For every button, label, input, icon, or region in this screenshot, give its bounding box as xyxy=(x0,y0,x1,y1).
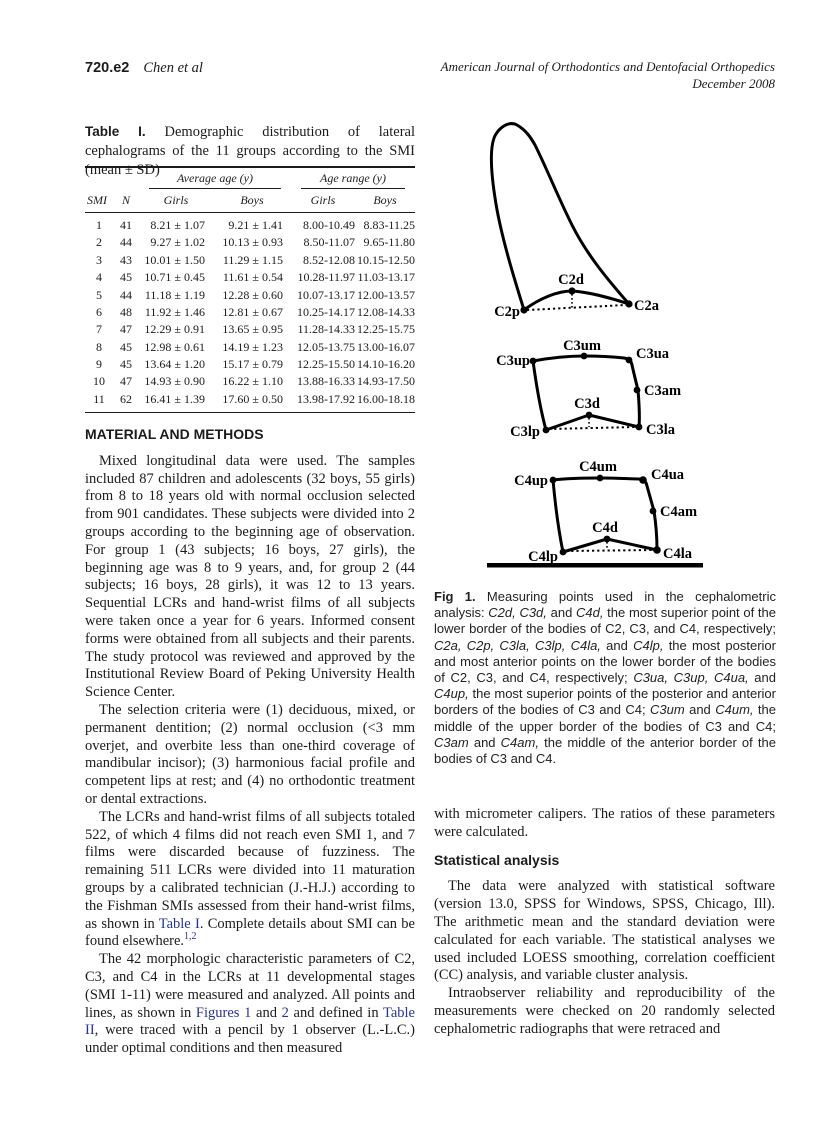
table-cell: 14.10-16.20 xyxy=(357,357,415,371)
table-cell: 44 xyxy=(120,287,132,302)
table-cell: 1 xyxy=(96,218,102,232)
table-row xyxy=(85,373,415,390)
table-row xyxy=(85,338,415,355)
table-cell: 17.60 ± 0.50 xyxy=(222,391,283,406)
c2-lower-border xyxy=(524,291,629,310)
table-cell: 8.83-11.25 xyxy=(363,218,415,232)
citation-link[interactable]: 1,2 xyxy=(184,931,197,943)
paragraph xyxy=(85,702,415,809)
figure-point-label: C4um xyxy=(579,459,617,475)
figure1-caption xyxy=(434,589,776,767)
running-header-left xyxy=(85,60,203,77)
text-segment: with micrometer calipers. The ratios of these parameters were calculated. xyxy=(434,806,775,840)
group-header-average-age: Average age (y) xyxy=(139,167,291,190)
figure-point-label: C4d xyxy=(592,520,618,536)
table-cell: 12.00-13.57 xyxy=(357,287,415,302)
cross-reference-link[interactable]: Table II xyxy=(85,1004,415,1039)
table-row xyxy=(85,234,415,251)
paragraph xyxy=(434,878,775,985)
table-cell: 11.92 ± 1.46 xyxy=(144,304,205,319)
figure-point-label: C3d xyxy=(574,396,600,412)
text-segment: Measuring points used in the cephalometric analysis: xyxy=(434,589,776,621)
page-number: 720.e2 xyxy=(85,60,130,76)
table1-column-header-row xyxy=(85,190,415,213)
figure-point-label: C4ua xyxy=(651,467,685,483)
table-cell: 8.21 ± 1.07 xyxy=(150,218,205,232)
table-row xyxy=(85,391,415,413)
text-segment: The LCRs and hand-wrist films of all subjects totaled 522, of which 4 films did not reach even SMI 1, and 7 films were discarded because of fuzziness. The remaining 511 LCRs were divided into 11 maturation groups by a calibrated technician (J.-H.J.) according to the Fishman SMIs assessed from their hand-wrist films, as shown in xyxy=(85,808,415,932)
text-segment: and xyxy=(684,702,716,718)
table-cell: 45 xyxy=(120,270,132,285)
table-cell: 45 xyxy=(120,339,132,354)
c4-dotted-baseline xyxy=(566,550,654,551)
cross-reference-link[interactable]: Figures 1 xyxy=(195,1004,252,1021)
table-cell: 12.25-15.75 xyxy=(357,322,415,337)
table-cell: 11 xyxy=(93,391,105,406)
paragraph xyxy=(85,453,415,702)
text-segment: The data were analyzed with statistical software (version 13.0, SPSS for Windows, SPSS, Chicago, Ill). The arithmetic mean and the standard deviation were calculated for each variable. The statistical analyses we used included LOESS smoothing, correlation coefficient (CC) analysis, and variable cluster analysis. xyxy=(434,878,775,984)
text-segment: C4am, xyxy=(500,734,539,750)
text-segment: and xyxy=(251,1004,282,1021)
text-segment: the middle of the anterior border of the bodies of C3 and C4. xyxy=(434,734,776,767)
text-segment: The selection criteria were (1) deciduous, mixed, or permanent dentition; (2) normal occlusion (<3 mm overjet, and overbite less than one-third coverage of mandibular incisor); (3) harmonious facial profile and competent lips at rest; and (4) no orthodontic treatment or dental extractions. xyxy=(85,701,415,807)
table-cell: 47 xyxy=(120,322,132,337)
section-heading-statistical-analysis: Statistical analysis xyxy=(434,851,560,868)
table-row xyxy=(85,213,415,235)
table-cell: 8.00-10.49 xyxy=(303,218,355,232)
table-cell: 16.41 ± 1.39 xyxy=(144,391,205,406)
text-segment: C2a, C2p, C3la, C3lp, C4la, xyxy=(434,637,601,653)
text-segment: the most superior point of the lower border of the bodies of C2, C3, and C4, respectively; xyxy=(434,605,776,637)
table-cell: 13.00-16.07 xyxy=(357,339,415,354)
figure-point-label: C3um xyxy=(563,338,601,354)
table-cell: 2 xyxy=(96,235,102,250)
table-cell: 7 xyxy=(96,322,102,337)
c3-outline xyxy=(533,356,639,430)
text-segment: and xyxy=(748,670,776,686)
table-cell: 43 xyxy=(120,252,132,267)
table-cell: 48 xyxy=(120,304,132,319)
table-cell: 10.25-14.17 xyxy=(297,304,355,319)
figure-point-label: C2a xyxy=(634,298,659,314)
text-segment: and defined in xyxy=(288,1004,383,1021)
table-cell: 47 xyxy=(120,374,132,389)
text-segment: C4d, xyxy=(576,605,604,621)
figure-point-label: C2p xyxy=(494,304,520,320)
table-cell: 13.98-17.92 xyxy=(297,391,355,406)
table-row xyxy=(85,252,415,269)
table-cell: 12.25-15.50 xyxy=(297,357,355,371)
col-rng-girls: Girls xyxy=(291,190,355,213)
running-header-right xyxy=(441,58,775,92)
table-cell: 15.17 ± 0.79 xyxy=(222,357,283,371)
table1-body xyxy=(85,213,415,413)
table-cell: 12.05-13.75 xyxy=(297,339,355,354)
text-segment: , were traced with a pencil by 1 observer (L.-L.C.) under optimal conditions and then measured xyxy=(85,1022,415,1057)
table-cell: 6 xyxy=(96,304,102,319)
table1-caption-text: Demographic distribution of lateral cephalograms of the 11 groups according to the SMI (mean ± SD) xyxy=(85,124,415,178)
text-segment: C4up, xyxy=(434,686,469,702)
table-row xyxy=(85,321,415,338)
table-cell: 14.19 ± 1.23 xyxy=(222,339,283,354)
table1-label: Table I. xyxy=(85,124,146,139)
text-segment: and xyxy=(600,637,634,653)
table-cell: 8.50-11.07 xyxy=(303,235,355,250)
text-segment: Fig 1. xyxy=(434,589,476,604)
paragraph xyxy=(434,985,775,1038)
table-cell: 13.88-16.33 xyxy=(297,374,355,389)
figure-baseline xyxy=(487,563,703,568)
text-segment: C3am xyxy=(434,734,469,750)
text-segment: The 42 morphologic characteristic parameters of C2, C3, and C4 in the LCRs at 11 developmental stages (SMI 1-11) were measured and analyzed. All points and lines, as shown in xyxy=(85,951,415,1021)
figure-point-label: C4lp xyxy=(528,549,558,565)
text-segment: C3ua, C3up, C4ua, xyxy=(633,670,749,686)
text-segment: C2d, C3d, xyxy=(488,605,547,621)
table-cell: 62 xyxy=(120,391,132,406)
figure-point-label: C3ua xyxy=(636,346,670,362)
table-cell: 9.21 ± 1.41 xyxy=(228,218,283,232)
text-segment: and xyxy=(468,734,501,750)
text-segment: the most superior points of the posterior and anterior borders of the bodies of C3 and C4; xyxy=(434,686,776,718)
table-cell: 44 xyxy=(120,235,132,250)
table-cell: 10.07-13.17 xyxy=(297,287,355,302)
table-cell: 11.28-14.33 xyxy=(297,322,355,337)
col-avg-boys: Boys xyxy=(213,190,291,213)
cross-reference-link[interactable]: Table I xyxy=(158,915,200,932)
figure1-diagram xyxy=(430,108,790,590)
table-cell: 3 xyxy=(96,252,102,267)
paragraph xyxy=(85,951,415,1058)
figure-point-label: C4up xyxy=(514,473,548,489)
journal-title: American Journal of Orthodontics and Dentofacial Orthopedics xyxy=(440,59,775,74)
table-cell: 12.28 ± 0.60 xyxy=(222,287,283,302)
figure-point-label: C4am xyxy=(660,504,698,520)
table-cell: 9 xyxy=(96,357,102,371)
table-cell: 14.93-17.50 xyxy=(357,374,415,389)
figure-point-label: C3lp xyxy=(510,424,540,440)
table-cell: 13.64 ± 1.20 xyxy=(144,357,205,371)
table-cell: 16.22 ± 1.10 xyxy=(222,374,283,389)
text-segment: Intraobserver reliability and reproducibility of the measurements were checked on 20 randomly selected cephalometric radiographs that were retraced and xyxy=(434,985,775,1037)
text-segment: C4lp, xyxy=(633,637,664,653)
table1-group-header-row xyxy=(85,167,415,190)
cross-reference-link[interactable]: 2 xyxy=(281,1004,289,1021)
table-cell: 11.61 ± 0.54 xyxy=(222,270,283,285)
table-cell: 11.03-13.17 xyxy=(357,270,415,285)
table-row xyxy=(85,269,415,286)
c2-dotted-baseline xyxy=(527,305,626,310)
table-cell: 4 xyxy=(96,270,102,285)
table-cell: 11.29 ± 1.15 xyxy=(222,252,283,267)
running-authors: Chen et al xyxy=(143,60,203,76)
table-cell: 8.52-12.08 xyxy=(303,252,355,267)
table-cell: 10 xyxy=(93,374,105,389)
table-row xyxy=(85,286,415,303)
right-column xyxy=(434,806,775,1039)
table-cell: 12.81 ± 0.67 xyxy=(222,304,283,319)
text-segment: the most posterior and most anterior points on the lower border of the bodies of C2, C3, and C4, respectively; xyxy=(434,637,776,686)
col-n: N xyxy=(113,190,139,213)
table-cell: 10.01 ± 1.50 xyxy=(144,252,205,267)
group-header-age-range: Age range (y) xyxy=(291,167,415,190)
text-segment: the middle of the upper border of the bodies of C3 and C4; xyxy=(434,702,777,734)
table-cell: 9.27 ± 1.02 xyxy=(150,235,205,250)
table-cell: 9.65-11.80 xyxy=(363,235,415,250)
col-avg-girls: Girls xyxy=(139,190,213,213)
text-segment: C3um xyxy=(650,702,685,718)
table-cell: 10.15-12.50 xyxy=(357,252,415,267)
table-cell: 12.08-14.33 xyxy=(357,304,415,319)
table-cell: 41 xyxy=(120,218,132,232)
text-segment: Mixed longitudinal data were used. The samples included 87 children and adolescents (32 boys, 55 girls) from 8 to 18 years old with normal occlusion selected from 901 candidates. These subjects were divided into 2 groups according to the beginning age of observation. For group 1 (43 subjects; 16 boys, 27 girls), the beginning age was 8 to 9 years, and, for group 2 (44 subjects; 16 boys, 28 girls), it was 12 to 13 years. Sequential LCRs and hand-wrist films of all subjects were taken once a year for 6 years. Informed consent forms were obtained from all subjects and their parents. The study protocol was reviewed and approved by the Institutional Review Board of Peking University Health Science Center. xyxy=(85,452,415,701)
table-cell: 8 xyxy=(96,339,102,354)
paragraph xyxy=(434,806,775,842)
section-heading-material-methods: MATERIAL AND METHODS xyxy=(85,426,264,442)
table-cell: 14.93 ± 0.90 xyxy=(144,374,205,389)
table-cell: 11.18 ± 1.19 xyxy=(144,287,205,302)
figure-point-label: C4la xyxy=(663,546,692,562)
table-cell: 10.28-11.97 xyxy=(297,270,355,285)
table1 xyxy=(85,166,415,413)
col-rng-boys: Boys xyxy=(355,190,415,213)
table-cell: 12.98 ± 0.61 xyxy=(144,339,205,354)
c3-dotted-baseline xyxy=(549,427,636,429)
table-row xyxy=(85,356,415,373)
table-cell: 13.65 ± 0.95 xyxy=(222,322,283,337)
col-smi: SMI xyxy=(85,190,113,213)
text-segment: and xyxy=(546,605,576,621)
table-row xyxy=(85,304,415,321)
paragraph xyxy=(85,809,415,951)
figure-point-labels xyxy=(494,272,697,565)
figure-point-label: C3la xyxy=(646,422,675,438)
text-segment: C4um, xyxy=(715,702,754,718)
table-cell: 12.29 ± 0.91 xyxy=(144,322,205,337)
journal-issue-date: December 2008 xyxy=(692,76,775,91)
figure-point-label: C3am xyxy=(644,383,682,399)
text-segment: . Complete details about SMI can be found elsewhere. xyxy=(85,915,415,950)
table-cell: 5 xyxy=(96,287,102,302)
table-cell: 10.71 ± 0.45 xyxy=(144,270,205,285)
left-column xyxy=(85,426,415,1058)
table-cell: 16.00-18.18 xyxy=(357,391,415,406)
table-cell: 45 xyxy=(120,357,132,371)
figure-point-label: C2d xyxy=(558,272,584,288)
figure-point-label: C3up xyxy=(496,353,530,369)
table-cell: 10.13 ± 0.93 xyxy=(222,235,283,250)
